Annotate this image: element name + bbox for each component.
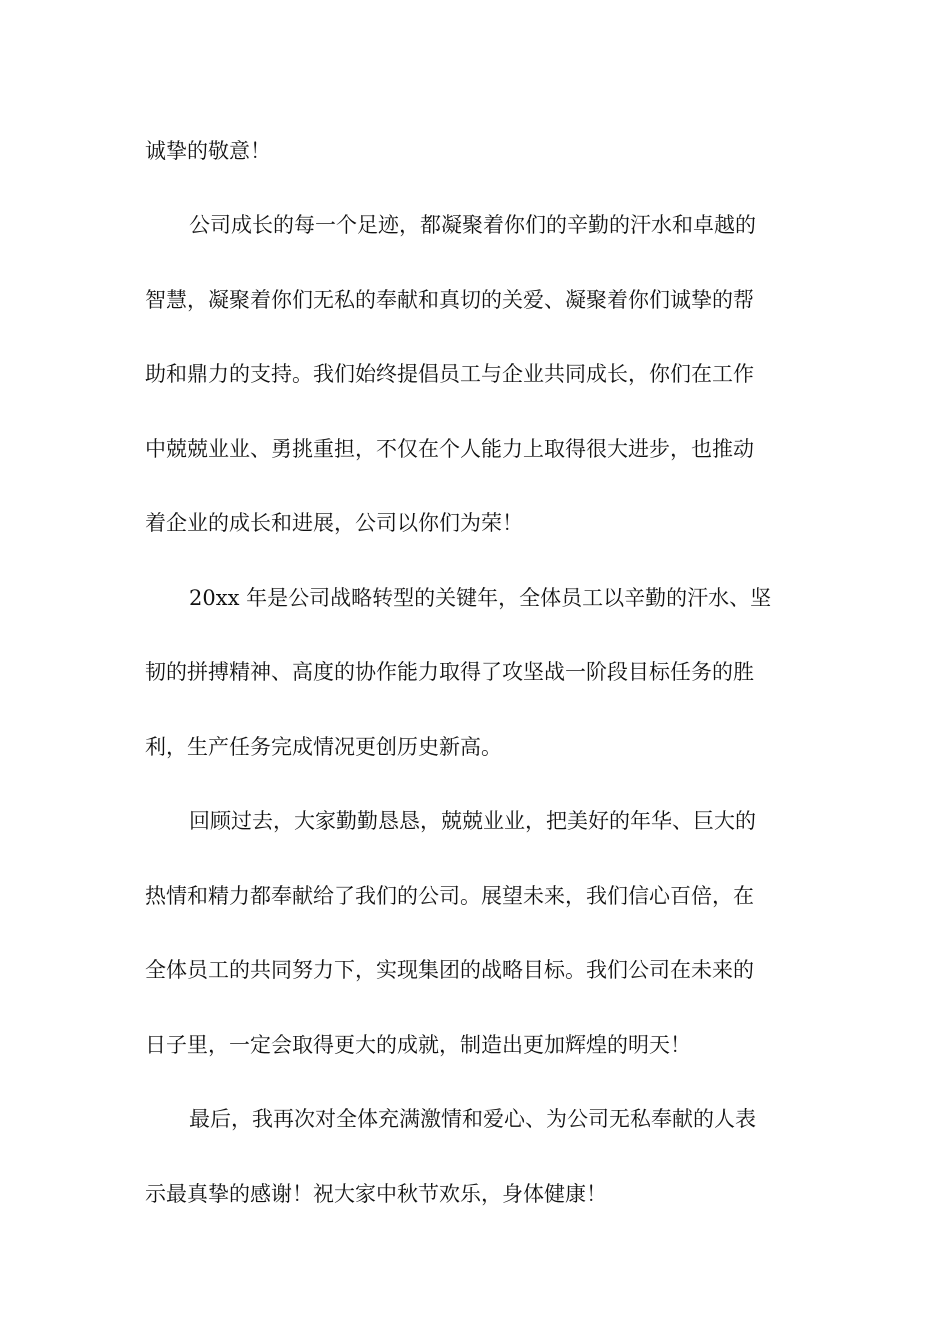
paragraph-first-line: 最后，我再次对全体充满激情和爱心、为公司无私奉献的人表 [189, 1107, 756, 1131]
text-line: 助和鼎力的支持。我们始终提倡员工与企业共同成长，你们在工作 [145, 362, 754, 386]
paragraph-first-line: 公司成长的每一个足迹，都凝聚着你们的辛勤的汗水和卓越的 [189, 213, 756, 237]
text-line: 韧的拼搏精神、高度的协作能力取得了攻坚战一阶段目标任务的胜 [145, 660, 754, 684]
text-line: 示最真挚的感谢！祝大家中秋节欢乐，身体健康！ [145, 1182, 607, 1206]
paragraph-first-line: 20xx 年是公司战略转型的关键年，全体员工以辛勤的汗水、坚 [189, 586, 772, 610]
text-line: 着企业的成长和进展，公司以你们为荣！ [145, 511, 523, 535]
text-line: 全体员工的共同努力下，实现集团的战略目标。我们公司在未来的 [145, 958, 754, 982]
text-line: 日子里，一定会取得更大的成就，制造出更加辉煌的明天！ [145, 1033, 691, 1057]
text-line: 利，生产任务完成情况更创历史新高。 [145, 735, 502, 759]
text-line: 诚挚的敬意！ [145, 139, 271, 163]
text-line: 热情和精力都奉献给了我们的公司。展望未来，我们信心百倍，在 [145, 884, 754, 908]
paragraph-first-line: 回顾过去，大家勤勤恳恳，兢兢业业，把美好的年华、巨大的 [189, 809, 756, 833]
text-line: 中兢兢业业、勇挑重担，不仅在个人能力上取得很大进步，也推动 [145, 437, 754, 461]
text-line: 智慧，凝聚着你们无私的奉献和真切的关爱、凝聚着你们诚挚的帮 [145, 288, 754, 312]
